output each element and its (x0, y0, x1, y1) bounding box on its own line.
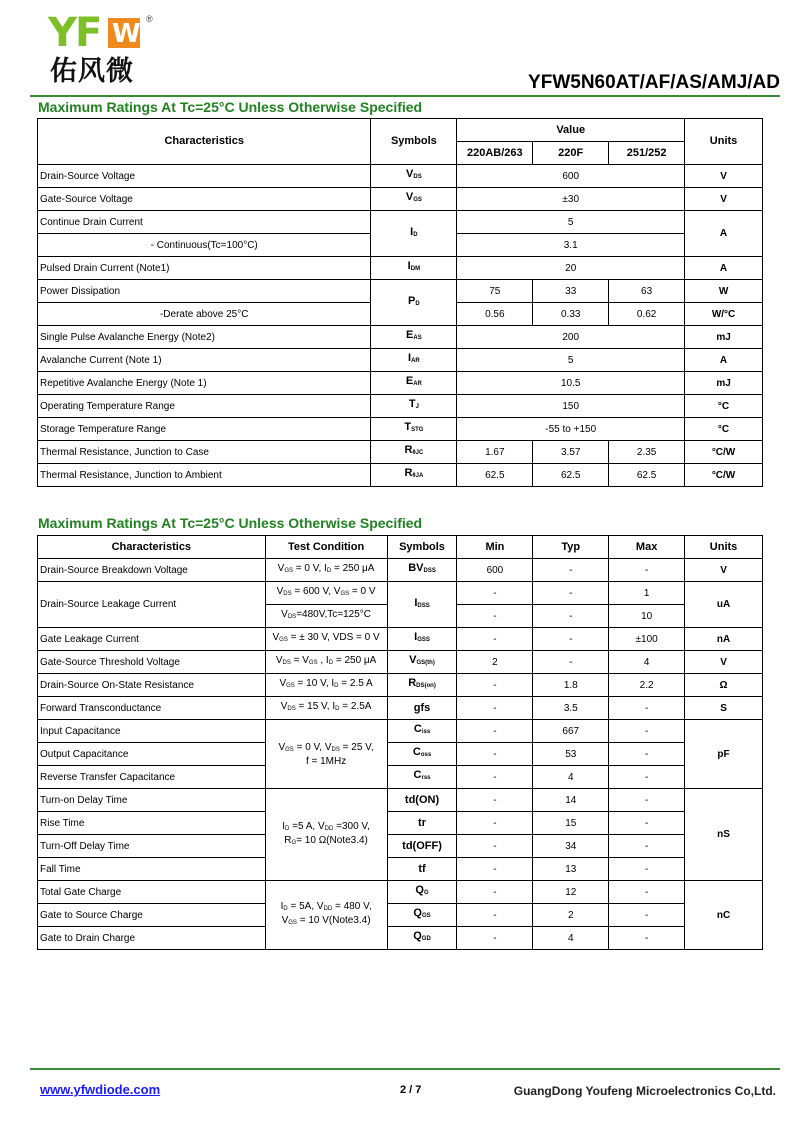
characteristic-cell: - Continuous(Tc=100°C) (38, 234, 371, 257)
test-condition-cell: $V_{DS} = 600$ V, $V_{GS} = 0$ V (265, 582, 387, 605)
characteristic-cell: Turn-Off Delay Time (38, 835, 266, 858)
symbol-cell: $C_{rss}$ (387, 766, 457, 789)
unit-cell: pF (685, 720, 763, 789)
header-units: Units (685, 536, 763, 559)
typ-cell: - (533, 651, 609, 674)
min-cell: - (457, 697, 533, 720)
min-cell: - (457, 743, 533, 766)
characteristic-cell: Forward Transconductance (38, 697, 266, 720)
unit-cell: W (685, 280, 763, 303)
min-cell: 2 (457, 651, 533, 674)
symbol-cell: $E_{AR}$ (371, 372, 457, 395)
typ-cell: 53 (533, 743, 609, 766)
table-row (38, 559, 763, 582)
header-max: Max (609, 536, 685, 559)
header-typ: Typ (533, 536, 609, 559)
value-cell: 1.67 (457, 441, 533, 464)
unit-cell: V (685, 559, 763, 582)
symbol-cell: $I_{GSS}$ (387, 628, 457, 651)
header-test-condition: Test Condition (265, 536, 387, 559)
unit-cell: V (685, 188, 763, 211)
table-row (38, 188, 763, 211)
symbol-cell: $R_{\theta JC}$ (371, 441, 457, 464)
value-cell: 200 (457, 326, 685, 349)
test-condition-cell: $I_D = 5A$, $V_{DD} = 480$ V, $V_{GS} = 10$ V(Note3.4) (265, 881, 387, 950)
symbol-cell: tr (387, 812, 457, 835)
typ-cell: 1.8 (533, 674, 609, 697)
value-cell: 5 (457, 211, 685, 234)
table-row (38, 395, 763, 418)
max-cell: 2.2 (609, 674, 685, 697)
characteristic-cell: Thermal Resistance, Junction to Case (38, 441, 371, 464)
max-cell: - (609, 697, 685, 720)
test-condition-cell: $V_{DS} = 15$ V, $I_D = 2.5A$ (265, 697, 387, 720)
min-cell: - (457, 789, 533, 812)
value-cell: 0.56 (457, 303, 533, 326)
value-cell: ±30 (457, 188, 685, 211)
max-cell: - (609, 789, 685, 812)
symbol-cell: $BV_{DSS}$ (387, 559, 457, 582)
typ-cell: 34 (533, 835, 609, 858)
unit-cell: °C (685, 395, 763, 418)
test-condition-cell: $V_{GS} = 10$ V, $I_D = 2.5$ A (265, 674, 387, 697)
min-cell: - (457, 858, 533, 881)
min-cell: - (457, 605, 533, 628)
characteristic-cell: Gate-Source Voltage (38, 188, 371, 211)
typ-cell: 4 (533, 927, 609, 950)
max-cell: - (609, 904, 685, 927)
symbol-cell: gfs (387, 697, 457, 720)
symbol-cell: $I_D$ (371, 211, 457, 257)
symbol-cell: $Q_G$ (387, 881, 457, 904)
characteristic-cell: Storage Temperature Range (38, 418, 371, 441)
header-pkg-251: 251/252 (609, 142, 685, 165)
test-condition-cell: $V_{GS} = 0$ V, $V_{DS} = 25$ V, f = 1MHz (265, 720, 387, 789)
unit-cell: V (685, 651, 763, 674)
unit-cell: uA (685, 582, 763, 628)
characteristic-cell: Single Pulse Avalanche Energy (Note2) (38, 326, 371, 349)
value-cell: 600 (457, 165, 685, 188)
value-cell: 10.5 (457, 372, 685, 395)
table-row (38, 858, 763, 881)
typ-cell: - (533, 559, 609, 582)
table-row (38, 257, 763, 280)
test-condition-cell: $I_D =5$ A, $V_{DD} =300$ V, $R_G= 10$ Ω(Note3.4) (265, 789, 387, 881)
unit-cell: A (685, 349, 763, 372)
max-cell: - (609, 835, 685, 858)
characteristic-cell: -Derate above 25°C (38, 303, 371, 326)
value-cell: 63 (609, 280, 685, 303)
value-cell: 0.33 (533, 303, 609, 326)
logo-letters-yf: YF (48, 10, 101, 56)
table-row (38, 651, 763, 674)
symbol-cell: $I_{DSS}$ (387, 582, 457, 628)
min-cell: - (457, 628, 533, 651)
table-row (38, 812, 763, 835)
characteristic-cell: Turn-on Delay Time (38, 789, 266, 812)
characteristic-cell: Total Gate Charge (38, 881, 266, 904)
table-row (38, 280, 763, 303)
unit-cell: nA (685, 628, 763, 651)
company-logo (48, 12, 158, 92)
table-row (38, 418, 763, 441)
logo-chinese-name: 佑风微 (50, 56, 134, 87)
table-row (38, 697, 763, 720)
header-symbols: Symbols (387, 536, 457, 559)
table-row (38, 927, 763, 950)
test-condition-cell: $V_{DS}=480V,Tc=125^\circ C$ (265, 605, 387, 628)
unit-cell: A (685, 211, 763, 257)
typ-cell: 15 (533, 812, 609, 835)
characteristic-cell: Input Capacitance (38, 720, 266, 743)
min-cell: - (457, 720, 533, 743)
table-row (38, 720, 763, 743)
characteristic-cell: Drain-Source Voltage (38, 165, 371, 188)
unit-cell: Ω (685, 674, 763, 697)
value-cell: 150 (457, 395, 685, 418)
part-number: YFW5N60AT/AF/AS/AMJ/AD (528, 72, 780, 93)
max-cell: - (609, 743, 685, 766)
characteristic-cell: Operating Temperature Range (38, 395, 371, 418)
header-characteristics: Characteristics (38, 536, 266, 559)
registered-mark: ® (146, 14, 153, 24)
header-min: Min (457, 536, 533, 559)
value-cell: 62.5 (457, 464, 533, 487)
max-cell: ±100 (609, 628, 685, 651)
table-row (38, 464, 763, 487)
table-row (38, 165, 763, 188)
typ-cell: 12 (533, 881, 609, 904)
max-cell: 10 (609, 605, 685, 628)
table-row (38, 904, 763, 927)
table-row (38, 326, 763, 349)
typ-cell: 2 (533, 904, 609, 927)
min-cell: - (457, 766, 533, 789)
max-ratings-table (37, 118, 763, 487)
value-cell: -55 to +150 (457, 418, 685, 441)
value-cell: 3.1 (457, 234, 685, 257)
header-pkg-220ab: 220AB/263 (457, 142, 533, 165)
characteristic-cell: Repetitive Avalanche Energy (Note 1) (38, 372, 371, 395)
unit-cell: °C/W (685, 464, 763, 487)
max-cell: 1 (609, 582, 685, 605)
min-cell: - (457, 881, 533, 904)
table2-title: Maximum Ratings At Tc=25°C Unless Otherwise Specified (38, 515, 423, 531)
max-cell: - (609, 927, 685, 950)
characteristic-cell: Fall Time (38, 858, 266, 881)
unit-cell: nS (685, 789, 763, 881)
unit-cell: mJ (685, 372, 763, 395)
logo-letter-w-box: W (108, 18, 140, 48)
symbol-cell: $E_{AS}$ (371, 326, 457, 349)
min-cell: 600 (457, 559, 533, 582)
value-cell: 33 (533, 280, 609, 303)
max-cell: 4 (609, 651, 685, 674)
unit-cell: °C/W (685, 441, 763, 464)
typ-cell: 14 (533, 789, 609, 812)
table-row (38, 674, 763, 697)
symbol-cell: $T_J$ (371, 395, 457, 418)
max-cell: - (609, 720, 685, 743)
characteristic-cell: Avalanche Current (Note 1) (38, 349, 371, 372)
table1-title: Maximum Ratings At Tc=25°C Unless Otherwise Specified (38, 99, 423, 115)
symbol-cell: $Q_{GS}$ (387, 904, 457, 927)
max-cell: - (609, 881, 685, 904)
header-symbols: Symbols (371, 119, 457, 165)
unit-cell: S (685, 697, 763, 720)
characteristic-cell: Gate-Source Threshold Voltage (38, 651, 266, 674)
table-row (38, 789, 763, 812)
test-condition-cell: $V_{DS} = V_{GS}$ , $I_D = 250$ μA (265, 651, 387, 674)
symbol-cell: $V_{GS}$ (371, 188, 457, 211)
unit-cell: V (685, 165, 763, 188)
table-row (38, 211, 763, 234)
value-cell: 62.5 (609, 464, 685, 487)
unit-cell: °C (685, 418, 763, 441)
symbol-cell: tf (387, 858, 457, 881)
symbol-cell: $C_{iss}$ (387, 720, 457, 743)
min-cell: - (457, 582, 533, 605)
characteristic-cell: Gate to Drain Charge (38, 927, 266, 950)
symbol-cell: td(ON) (387, 789, 457, 812)
header-units: Units (685, 119, 763, 165)
symbol-cell: td(OFF) (387, 835, 457, 858)
symbol-cell: $R_{\theta JA}$ (371, 464, 457, 487)
max-cell: - (609, 812, 685, 835)
characteristic-cell: Gate to Source Charge (38, 904, 266, 927)
characteristic-cell: Gate Leakage Current (38, 628, 266, 651)
test-condition-cell: $V_{GS} = 0$ V, $I_D = 250$ μA (265, 559, 387, 582)
characteristic-cell: Rise Time (38, 812, 266, 835)
unit-cell: A (685, 257, 763, 280)
typ-cell: - (533, 628, 609, 651)
characteristic-cell: Power Dissipation (38, 280, 371, 303)
value-cell: 5 (457, 349, 685, 372)
value-cell: 62.5 (533, 464, 609, 487)
header-value: Value (457, 119, 685, 142)
symbol-cell: $C_{oss}$ (387, 743, 457, 766)
symbol-cell: $V_{GS(th)}$ (387, 651, 457, 674)
characteristic-cell: Drain-Source Leakage Current (38, 582, 266, 628)
value-cell: 0.62 (609, 303, 685, 326)
characteristic-cell: Pulsed Drain Current (Note1) (38, 257, 371, 280)
test-condition-cell: $V_{GS}$ = ± 30 V, VDS = 0 V (265, 628, 387, 651)
characteristic-cell: Drain-Source Breakdown Voltage (38, 559, 266, 582)
footer-divider (30, 1068, 780, 1070)
min-cell: - (457, 812, 533, 835)
symbol-cell: $Q_{GD}$ (387, 927, 457, 950)
characteristic-cell: Thermal Resistance, Junction to Ambient (38, 464, 371, 487)
typ-cell: - (533, 605, 609, 628)
page-number: 2 / 7 (400, 1084, 422, 1096)
company-name: GuangDong Youfeng Microelectronics Co,Ltd. (513, 1084, 776, 1098)
min-cell: - (457, 835, 533, 858)
symbol-cell: $P_D$ (371, 280, 457, 326)
min-cell: - (457, 674, 533, 697)
min-cell: - (457, 904, 533, 927)
table-row (38, 835, 763, 858)
symbol-cell: $T_{STG}$ (371, 418, 457, 441)
header-pkg-220f: 220F (533, 142, 609, 165)
typ-cell: 4 (533, 766, 609, 789)
table-row (38, 766, 763, 789)
unit-cell: W/°C (685, 303, 763, 326)
typ-cell: - (533, 582, 609, 605)
header-divider (30, 95, 780, 97)
value-cell: 75 (457, 280, 533, 303)
min-cell: - (457, 927, 533, 950)
table-row (38, 582, 763, 605)
characteristic-cell: Reverse Transfer Capacitance (38, 766, 266, 789)
table-row (38, 349, 763, 372)
max-cell: - (609, 559, 685, 582)
value-cell: 3.57 (533, 441, 609, 464)
max-cell: - (609, 766, 685, 789)
max-cell: - (609, 858, 685, 881)
unit-cell: nC (685, 881, 763, 950)
table-row (38, 628, 763, 651)
typ-cell: 13 (533, 858, 609, 881)
characteristic-cell: Continue Drain Current (38, 211, 371, 234)
table-row (38, 743, 763, 766)
typ-cell: 3.5 (533, 697, 609, 720)
table-row (38, 881, 763, 904)
electrical-characteristics-table (37, 535, 763, 950)
typ-cell: 667 (533, 720, 609, 743)
header-characteristics: Characteristics (38, 119, 371, 165)
symbol-cell: $I_{AR}$ (371, 349, 457, 372)
unit-cell: mJ (685, 326, 763, 349)
website-link[interactable]: www.yfwdiode.com (40, 1082, 161, 1097)
value-cell: 20 (457, 257, 685, 280)
value-cell: 2.35 (609, 441, 685, 464)
table-row (38, 441, 763, 464)
symbol-cell: $R_{DS(on)}$ (387, 674, 457, 697)
symbol-cell: $I_{DM}$ (371, 257, 457, 280)
symbol-cell: $V_{DS}$ (371, 165, 457, 188)
table-row (38, 372, 763, 395)
characteristic-cell: Drain-Source On-State Resistance (38, 674, 266, 697)
characteristic-cell: Output Capacitance (38, 743, 266, 766)
